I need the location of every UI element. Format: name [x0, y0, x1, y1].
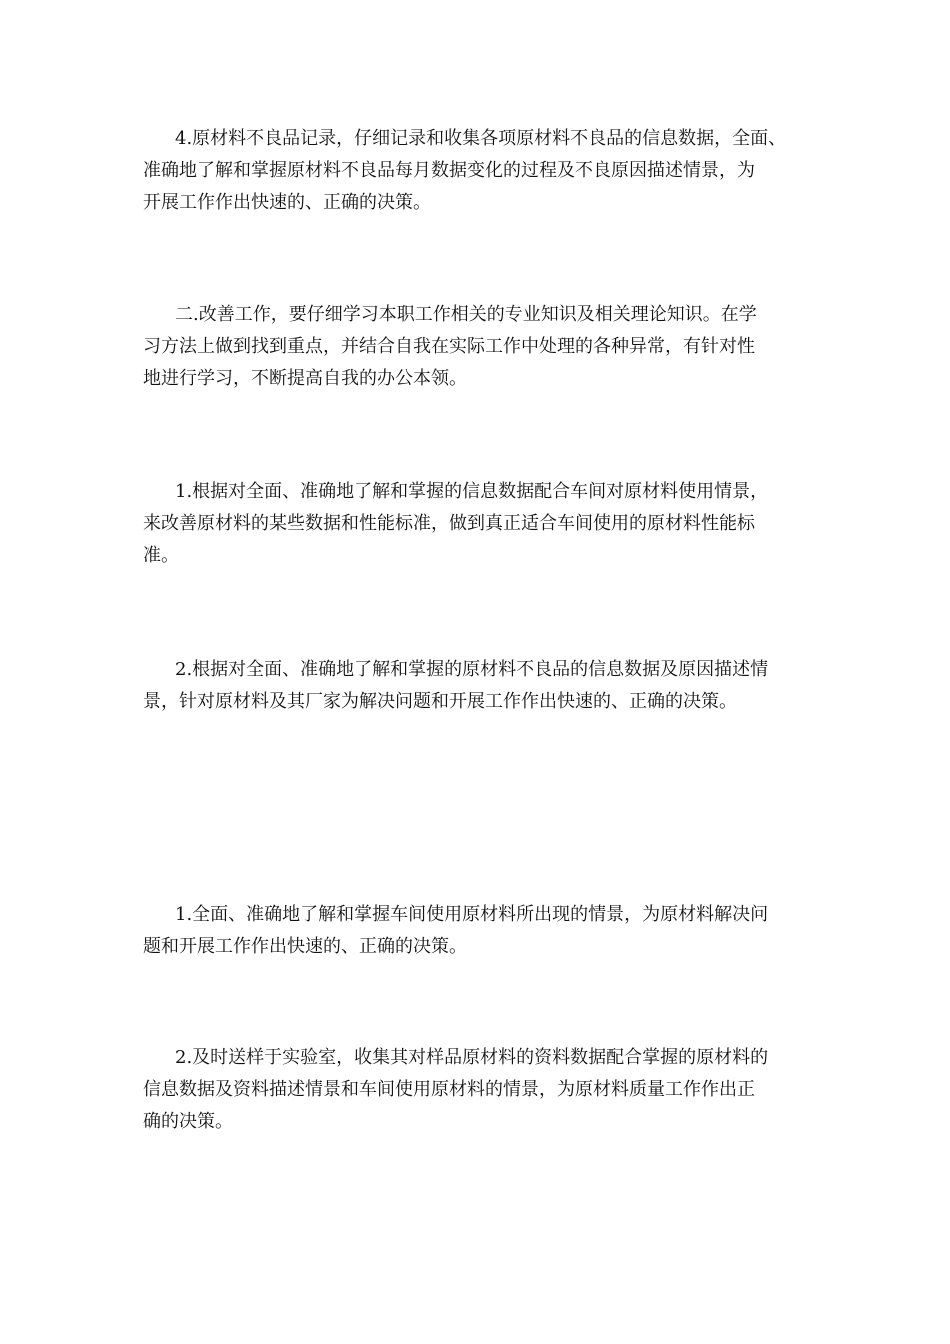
paragraph-1-line-2: 准确地了解和掌握原材料不良品每月数据变化的过程及不良原因描述情景，为: [143, 160, 755, 181]
paragraph-6: [143, 1042, 818, 1138]
paragraph-2-line-3: 地进行学习，不断提高自我的办公本领。: [143, 368, 467, 389]
paragraph-5: [143, 899, 818, 963]
paragraph-2-line-1: 二.改善工作，要仔细学习本职工作相关的专业知识及相关理论知识。在学: [175, 304, 757, 325]
paragraph-6-line-2: 信息数据及资料描述情景和车间使用原材料的情景，为原材料质量工作作出正: [143, 1079, 755, 1100]
paragraph-4: [143, 654, 818, 718]
paragraph-3-line-1: 1.根据对全面、准确地了解和掌握的信息数据配合车间对原材料使用情景，: [175, 481, 769, 502]
paragraph-3: [143, 476, 818, 572]
paragraph-3-line-2: 来改善原材料的某些数据和性能标准，做到真正适合车间使用的原材料性能标: [143, 513, 755, 534]
paragraph-3-line-3: 准。: [143, 545, 179, 566]
paragraph-5-line-1: 1.全面、准确地了解和掌握车间使用原材料所出现的情景，为原材料解决问: [175, 904, 769, 925]
paragraph-5-line-2: 题和开展工作作出快速的、正确的决策。: [143, 936, 467, 957]
paragraph-6-line-1: 2.及时送样于实验室，收集其对样品原材料的资料数据配合掌握的原材料的: [175, 1047, 769, 1068]
paragraph-4-line-1: 2.根据对全面、准确地了解和掌握的原材料不良品的信息数据及原因描述情: [175, 659, 769, 680]
paragraph-4-line-2: 景，针对原材料及其厂家为解决问题和开展工作作出快速的、正确的决策。: [143, 691, 737, 712]
paragraph-1-line-3: 开展工作作出快速的、正确的决策。: [143, 192, 431, 213]
paragraph-2-line-2: 习方法上做到找到重点，并结合自我在实际工作中处理的各种异常，有针对性: [143, 336, 755, 357]
paragraph-1-line-1: 4.原材料不良品记录，仔细记录和收集各项原材料不良品的信息数据，全面、: [175, 128, 787, 149]
paragraph-1: [143, 123, 818, 219]
paragraph-2: [143, 299, 818, 395]
paragraph-6-line-3: 确的决策。: [143, 1111, 233, 1132]
